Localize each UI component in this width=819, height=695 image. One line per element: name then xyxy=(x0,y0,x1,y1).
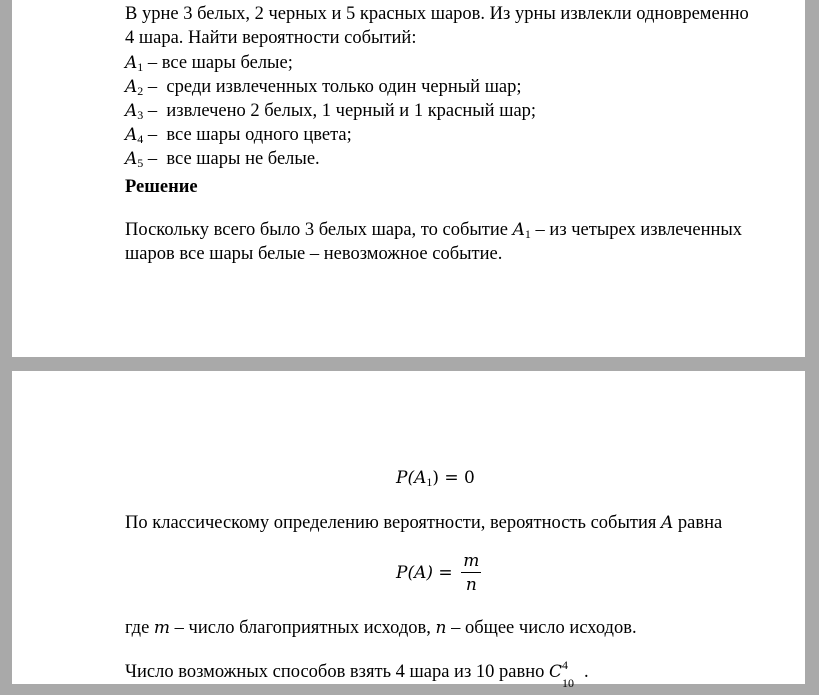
equation-p-a1 xyxy=(396,468,475,490)
solution-paragraph-4 xyxy=(125,658,589,690)
event-symbol: A xyxy=(125,125,138,145)
p3-m: m xyxy=(153,618,171,638)
solution-paragraph-2 xyxy=(125,511,722,535)
event-symbol: A xyxy=(125,149,138,169)
event-symbol: A xyxy=(125,101,138,121)
event-a5 xyxy=(125,147,320,175)
event-text: – среди извлеченных только один черный шар; xyxy=(143,77,522,97)
event-symbol: A xyxy=(125,77,138,97)
page-2 xyxy=(12,371,805,690)
p3-n: n xyxy=(435,618,447,638)
page-1 xyxy=(12,0,805,357)
p2-text-a: По классическому определению вероятности, вероятность события xyxy=(125,513,661,533)
p1-index: 1 xyxy=(524,227,531,241)
fraction xyxy=(461,551,481,595)
event-index: 2 xyxy=(137,84,144,98)
event-text: – все шары белые; xyxy=(143,53,293,73)
p3-text-b: – число благоприятных исходов, xyxy=(170,618,436,638)
eq1-rhs: ) = 0 xyxy=(432,468,475,488)
event-index: 5 xyxy=(137,156,144,170)
p2-symbol: A xyxy=(661,513,674,533)
p1-text-a: Поскольку всего было 3 белых шара, то событие xyxy=(125,220,513,240)
problem-line-1: В урне 3 белых, 2 черных и 5 красных шаров. Из урны извлекли одновременно xyxy=(125,4,749,24)
p4-end: . xyxy=(584,662,589,682)
solution-paragraph-3 xyxy=(125,616,637,640)
solution-paragraph-1-line-2: шаров все шары белые – невозможное событие. xyxy=(125,244,503,264)
fraction-numerator: m xyxy=(463,551,480,571)
event-index: 4 xyxy=(137,132,144,146)
event-text: – извлечено 2 белых, 1 черный и 1 красный шар; xyxy=(143,101,537,121)
solution-heading: Решение xyxy=(125,177,198,197)
combination-sub: 10 xyxy=(562,676,574,690)
p4-symbol: C xyxy=(548,662,562,682)
combination-sup: 4 xyxy=(562,658,568,672)
eq1-index: 1 xyxy=(426,475,433,489)
p2-text-b: равна xyxy=(673,513,723,533)
event-symbol: A xyxy=(125,53,138,73)
equation-classical-probability xyxy=(396,551,481,595)
event-text: – все шары не белые. xyxy=(143,149,320,169)
p4-text-a: Число возможных способов взять 4 шара из 10 равно xyxy=(125,662,549,682)
eq2-lhs: P(A) = xyxy=(396,563,453,583)
p1-text-b: – из четырех извлеченных xyxy=(530,220,743,240)
event-index: 3 xyxy=(137,108,144,122)
combination-indices xyxy=(562,658,584,690)
p1-symbol: A xyxy=(512,220,525,240)
eq1-lhs: P(A xyxy=(396,468,427,488)
event-text: – все шары одного цвета; xyxy=(143,125,352,145)
p3-text-a: где xyxy=(125,618,154,638)
problem-line-2: 4 шара. Найти вероятности событий: xyxy=(125,28,417,48)
fraction-denominator: n xyxy=(465,575,477,595)
p3-text-c: – общее число исходов. xyxy=(446,618,637,638)
event-index: 1 xyxy=(137,60,144,74)
